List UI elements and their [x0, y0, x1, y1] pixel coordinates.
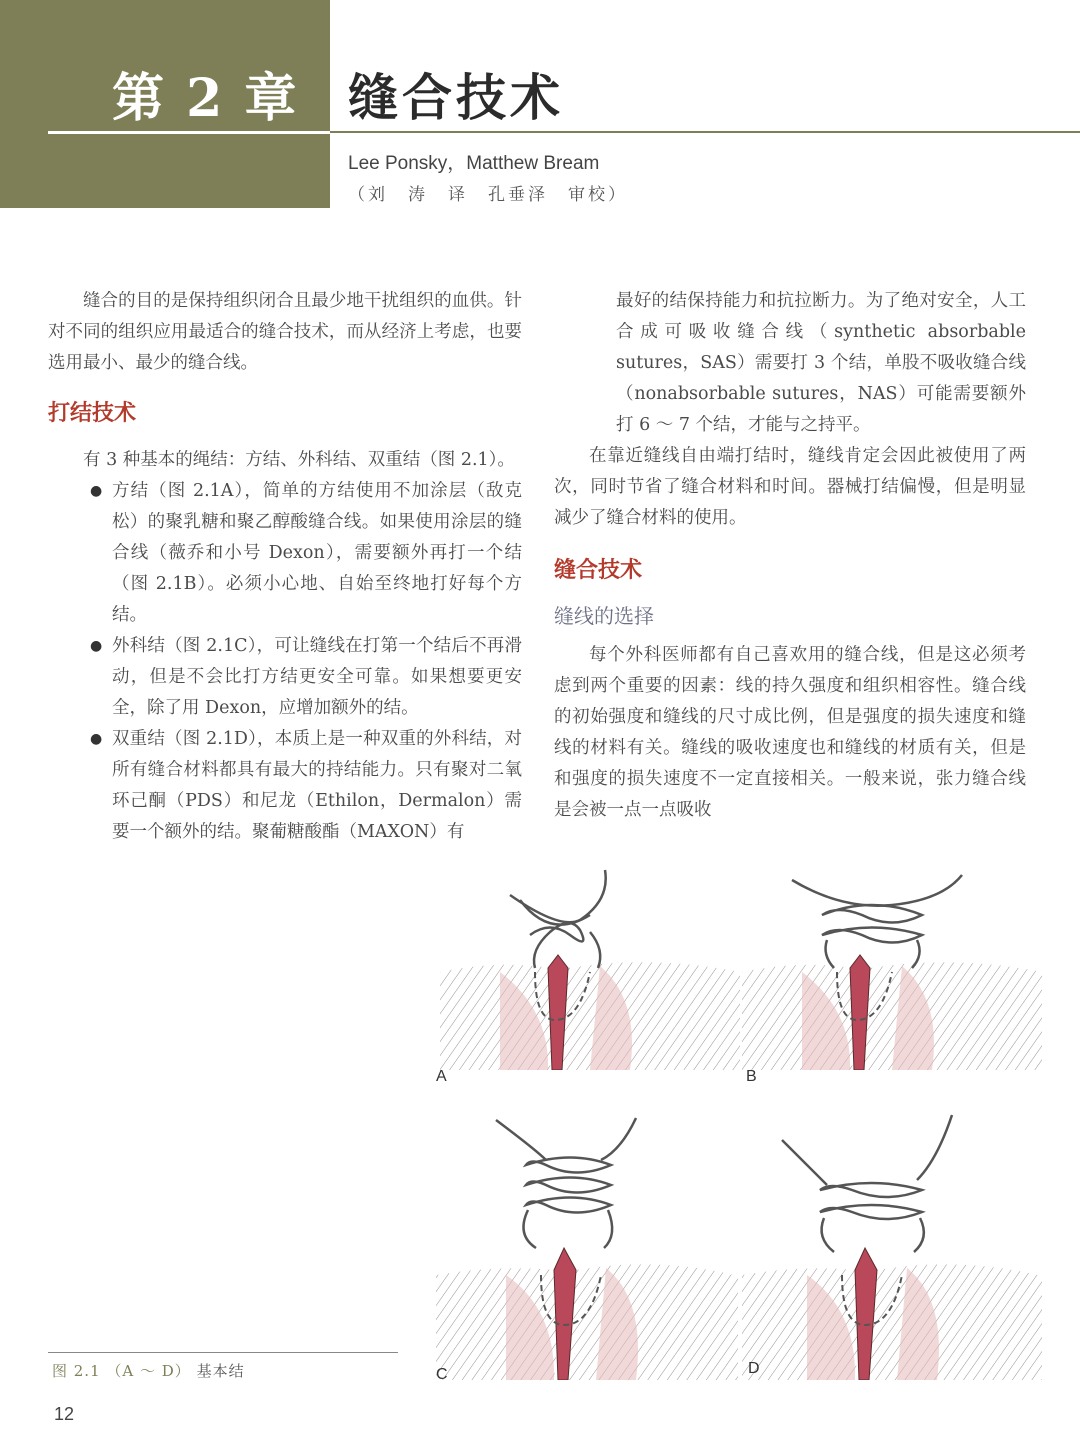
knot-list: [48, 476, 522, 848]
caption-text: 基本结: [196, 1362, 245, 1380]
left-column: [48, 286, 522, 848]
panel-label-b: B: [746, 1068, 757, 1085]
subheading-suture-selection: 缝线的选择: [554, 604, 654, 628]
chapter-label: 第 2 章: [112, 68, 299, 129]
chapter-rule: [48, 131, 330, 134]
section-heading-suture: 缝合技术: [554, 558, 643, 583]
bullet-icon: ●: [90, 731, 103, 747]
figure-panel-a: [440, 860, 740, 1070]
panel-label-c: C: [436, 1366, 448, 1383]
translators: （刘 涛 译 孔垂泽 审校）: [348, 185, 628, 205]
knot-intro: 有 3 种基本的绳结：方结、外科结、双重结（图 2.1）。: [83, 450, 515, 470]
panel-label-a: A: [436, 1068, 447, 1085]
free-end-paragraph: 在靠近缝线自由端打结时，缝线肯定会因此被使用了两次，同时节省了缝合材料和时间。器械打结偏慢，但是明显减少了缝合材料的使用。: [554, 446, 1026, 528]
list-item: ● 双重结（图 2.1D），本质上是一种双重的外科结，对所有缝合材料都具有最大的持结能力。只有聚对二氧环己酮（PDS）和尼龙（Ethilon，Dermalon）需要一个额外的结。聚葡糖酸酯（MAXON）有: [48, 724, 522, 848]
right-column: [554, 286, 1026, 826]
caption-range: （A ～ D）: [106, 1362, 191, 1380]
list-item: ● 方结（图 2.1A），简单的方结使用不加涂层（敌克松）的聚乳糖和聚乙醇酸缝合线。如果使用涂层的缝合线（薇乔和小号 Dexon），需要额外再打一个结（图 2.1B）。必须小心地、自始至终地打好每个方结。: [48, 476, 522, 631]
intro-paragraph: 缝合的目的是保持组织闭合且最少地干扰组织的血供。针对不同的组织应用最适合的缝合技术，而从经济上考虑，也要选用最小、最少的缝合线。: [48, 291, 522, 373]
figure-panel-c: [436, 1110, 738, 1380]
bullet-icon: ●: [90, 483, 103, 499]
figure-panel-b: [742, 860, 1042, 1070]
figure-caption: [52, 1360, 245, 1381]
chapter-title: 缝合技术: [348, 68, 564, 127]
panel-label-d: D: [748, 1360, 760, 1377]
section-heading-knotting: 打结技术: [48, 401, 137, 426]
page-number: 12: [54, 1404, 75, 1424]
authors: Lee Ponsky，Matthew Bream: [348, 153, 600, 174]
continuation-paragraph: 最好的结保持能力和抗拉断力。为了绝对安全，人工合成可吸收缝合线（synthetic absorbable sutures，SAS）需要打 3 个结，单股不吸收缝合线（nonabsorbable sutures，NAS）可能需要额外打 6 ～ 7 个结，才能与之持平。: [616, 291, 1026, 435]
caption-rule: [48, 1352, 398, 1353]
selection-paragraph: 每个外科医师都有自己喜欢用的缝合线，但是这必须考虑到两个重要的因素：线的持久强度和组织相容性。缝合线的初始强度和缝线的尺寸成比例，但是强度的损失速度和缝线的材料有关。缝线的吸收速度也和缝线的材质有关，但是和强度的损失速度不一定直接相关。一般来说，张力缝合线是会被一点一点吸收: [554, 645, 1026, 820]
figure-panel-d: [742, 1110, 1042, 1380]
bullet-icon: ●: [90, 638, 103, 654]
title-rule: [330, 131, 1080, 133]
list-item: ● 外科结（图 2.1C），可让缝线在打第一个结后不再滑动，但是不会比打方结更安全可靠。如果想要更安全，除了用 Dexon，应增加额外的结。: [48, 631, 522, 724]
caption-number: 图 2.1: [52, 1362, 101, 1380]
